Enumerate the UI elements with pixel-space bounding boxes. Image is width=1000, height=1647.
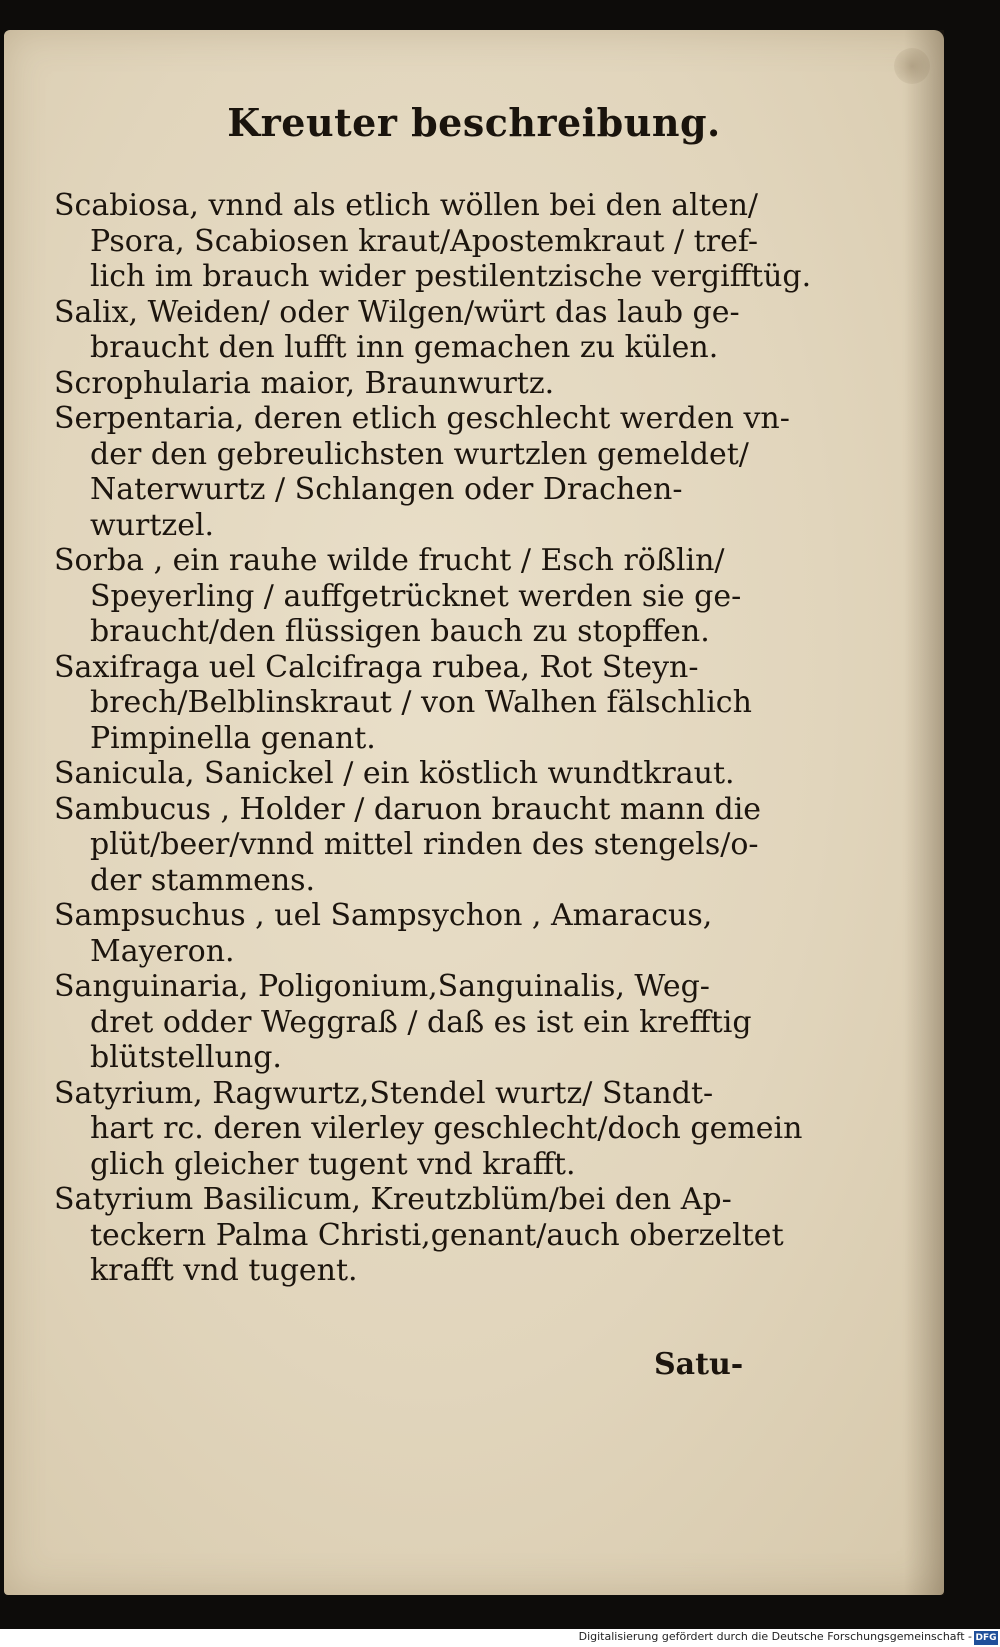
running-header: Kreuter beschreibung. [227,100,721,145]
page-stain [894,48,930,84]
funding-note: Digitalisierung gefördert durch die Deutsche Forschungsgemeinschaft - [578,1630,972,1643]
text-line: wurtzel. [90,507,215,543]
text-line: lich im brauch wider pestilentzische vergifftüg. [90,259,812,294]
text-line: brech/Belblinskraut / von Walhen fälschlich [90,685,752,720]
text-line: krafft vnd tugent. [90,1253,358,1288]
text-line: Saxifraga uel Calcifraga rubea, Rot Steyn- [54,649,699,685]
text-line: Scabiosa, vnnd als etlich wöllen bei den alten/ [54,188,759,223]
text-line: plüt/beer/vnnd mittel rinden des stengels/o- [90,827,759,862]
text-line: Psora, Scabiosen kraut/Apostemkraut / tref- [90,223,758,259]
text-line: Serpentaria, deren etlich geschlecht werden vn- [54,401,790,436]
text-line: Sampsuchus , uel Sampsychon , Amaracus, [54,898,713,933]
catchword: Satu- [654,1347,744,1382]
text-line: glich gleicher tugent vnd krafft. [90,1146,576,1182]
text-line: Scrophularia maior, Braunwurtz. [54,365,555,401]
page-spine-shadow [904,30,944,1595]
text-line: Speyerling / auffgetrücknet werden sie ge- [90,578,742,614]
text-line: Sorba , ein rauhe wilde frucht / Esch rößlin/ [54,543,725,578]
text-line: braucht/den flüssigen bauch zu stopffen. [90,614,710,649]
text-line: Satyrium, Ragwurtz,Stendel wurtz/ Standt- [54,1075,714,1111]
text-block [54,188,812,1289]
text-line: der stammens. [90,862,316,898]
text-line: Salix, Weiden/ oder Wilgen/würt das laub ge- [54,294,740,330]
text-line: Naterwurtz / Schlangen oder Drachen- [90,472,683,507]
text-line: der den gebreulichsten wurtzlen gemeldet/ [90,436,749,472]
text-line: Pimpinella genant. [90,720,376,756]
text-line: teckern Palma Christi,genant/auch oberzeltet [90,1217,784,1253]
text-line: blütstellung. [90,1040,282,1075]
dfg-logo: DFG [975,1633,997,1643]
text-line: Sanicula, Sanickel / ein köstlich wundtkraut. [54,756,735,791]
digitization-footer [0,1629,1000,1647]
book-page [4,30,944,1595]
text-line: Sanguinaria, Poligonium,Sanguinalis, Weg- [54,969,710,1004]
text-line: Mayeron. [90,933,235,969]
text-line: dret odder Weggraß / daß es ist ein krefftig [90,1004,752,1040]
text-line: Satyrium Basilicum, Kreutzblüm/bei den Ap- [54,1182,732,1217]
text-line: hart rc. deren vilerley geschlecht/doch gemein [90,1111,803,1146]
text-line: braucht den lufft inn gemachen zu külen. [90,330,719,365]
text-line: Sambucus , Holder / daruon braucht mann die [54,791,762,827]
